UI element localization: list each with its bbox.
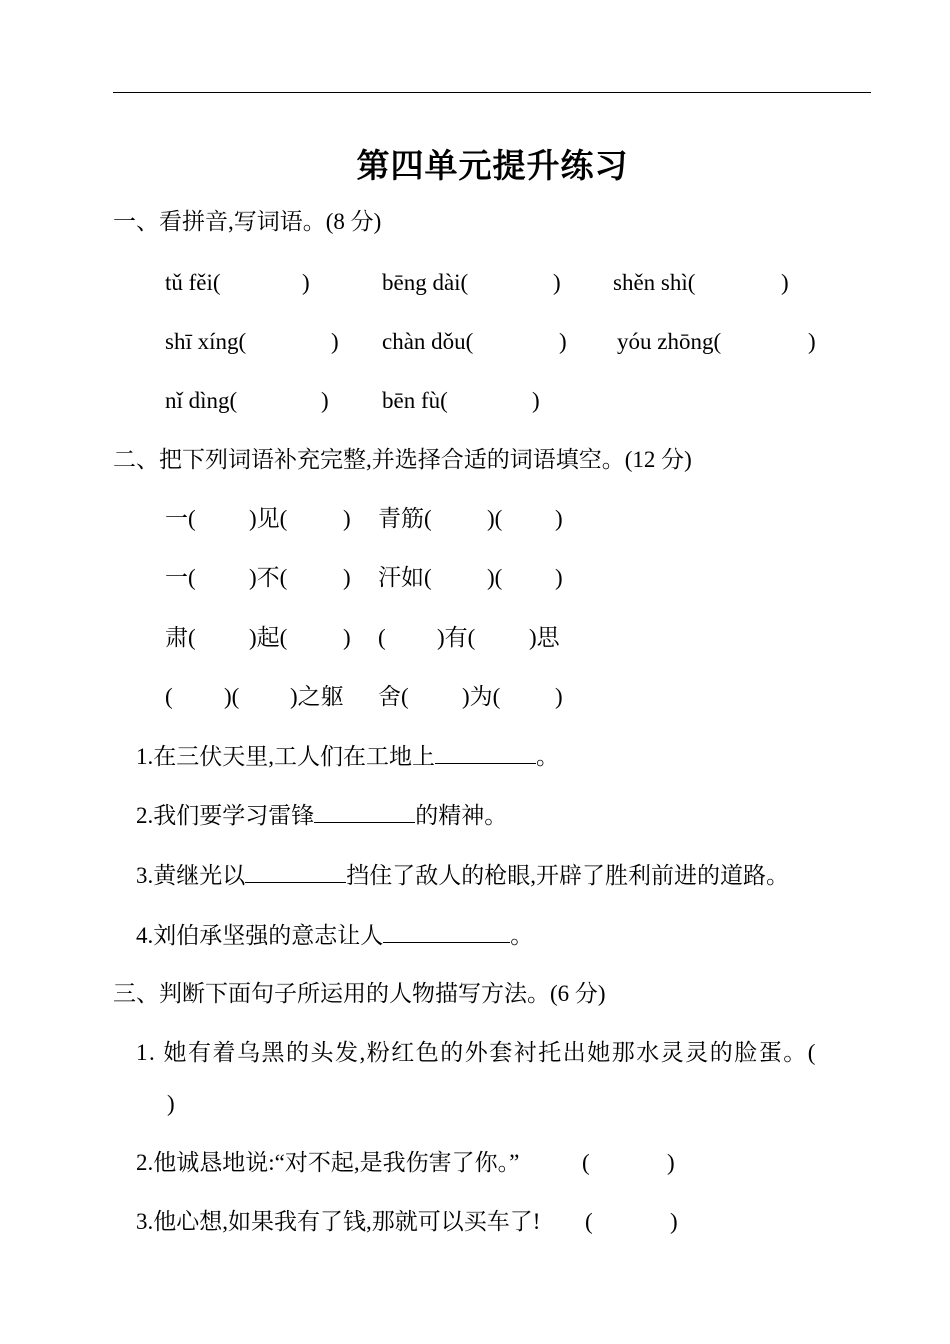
idiom-part: )不( bbox=[249, 565, 288, 590]
pinyin-item: nǐ dìng( bbox=[165, 388, 238, 413]
sentence-text: 的精神。 bbox=[415, 803, 508, 828]
idiom-part: 青筋( bbox=[378, 506, 432, 531]
pinyin-item: shī xíng( bbox=[165, 329, 247, 354]
idiom-part: ) bbox=[555, 506, 563, 531]
answer-close: ) bbox=[302, 270, 310, 295]
answer-open: ( bbox=[585, 1209, 593, 1234]
sentence-text: 3.黄继光以 bbox=[136, 863, 246, 888]
fill-sentence-3 bbox=[136, 860, 789, 891]
section-1-heading: 一、看拼音,写词语。(8 分) bbox=[113, 209, 382, 234]
idiom-part: )见( bbox=[249, 506, 288, 531]
pinyin-item: tǔ fěi( bbox=[165, 270, 221, 295]
judge-question-3: 3.他心想,如果我有了钱,那就可以买车了! bbox=[136, 1209, 541, 1234]
sentence-text: 挡住了敌人的枪眼,开辟了胜利前进的道路。 bbox=[346, 863, 789, 888]
fill-sentence-4 bbox=[136, 920, 533, 951]
answer-close: ) bbox=[321, 388, 329, 413]
idiom-part: )思 bbox=[529, 625, 560, 650]
idiom-part: ( bbox=[378, 625, 386, 650]
sentence-text: 4.刘伯承坚强的意志让人 bbox=[136, 923, 384, 948]
fill-sentence-2 bbox=[136, 800, 507, 831]
idiom-part: 一( bbox=[165, 506, 196, 531]
idiom-part: 一( bbox=[165, 565, 196, 590]
answer-blank[interactable] bbox=[383, 920, 510, 943]
idiom-part: )( bbox=[487, 506, 503, 531]
section-2-heading: 二、把下列词语补充完整,并选择合适的词语填空。(12 分) bbox=[113, 447, 692, 472]
answer-close: ) bbox=[559, 329, 567, 354]
sentence-text: 。 bbox=[510, 923, 534, 948]
pinyin-item: shěn shì( bbox=[613, 270, 696, 295]
pinyin-item: yóu zhōng( bbox=[617, 329, 722, 354]
pinyin-item: bēng dài( bbox=[382, 270, 469, 295]
judge-question-2: 2.他诚恳地说:“对不起,是我伤害了你。” bbox=[136, 1150, 520, 1175]
answer-close: ) bbox=[667, 1150, 675, 1175]
idiom-part: ) bbox=[343, 625, 351, 650]
answer-open: ( bbox=[582, 1150, 590, 1175]
pinyin-item: chàn dǒu( bbox=[382, 329, 474, 354]
answer-blank[interactable] bbox=[314, 800, 415, 823]
idiom-part: ) bbox=[555, 684, 563, 709]
idiom-part: )起( bbox=[249, 625, 288, 650]
judge-question-1: 1. 她有着乌黑的头发,粉红色的外套衬托出她那水灵灵的脸蛋。( bbox=[136, 1040, 817, 1065]
header-rule bbox=[113, 92, 871, 93]
answer-close: ) bbox=[781, 270, 789, 295]
answer-close: ) bbox=[553, 270, 561, 295]
idiom-part: )有( bbox=[437, 625, 476, 650]
idiom-part: )为( bbox=[462, 684, 501, 709]
page-title: 第四单元提升练习 bbox=[356, 149, 629, 185]
fill-sentence-1 bbox=[136, 741, 559, 772]
sentence-text: 2.我们要学习雷锋 bbox=[136, 803, 315, 828]
idiom-part: )( bbox=[487, 565, 503, 590]
sentence-text: 1.在三伏天里,工人们在工地上 bbox=[136, 744, 435, 769]
answer-blank[interactable] bbox=[435, 741, 536, 764]
idiom-part: ) bbox=[343, 565, 351, 590]
section-3-heading: 三、判断下面句子所运用的人物描写方法。(6 分) bbox=[113, 981, 606, 1006]
answer-close: ) bbox=[532, 388, 540, 413]
idiom-part: )之躯 bbox=[290, 684, 344, 709]
pinyin-item: bēn fù( bbox=[382, 388, 448, 413]
idiom-part: 汗如( bbox=[378, 565, 432, 590]
idiom-part: 舍( bbox=[378, 684, 409, 709]
answer-close: ) bbox=[331, 329, 339, 354]
idiom-part: ) bbox=[555, 565, 563, 590]
idiom-part: )( bbox=[224, 684, 240, 709]
answer-blank[interactable] bbox=[245, 860, 346, 883]
idiom-part: 肃( bbox=[165, 625, 196, 650]
idiom-part: ( bbox=[165, 684, 173, 709]
judge-question-1-close: ) bbox=[167, 1091, 175, 1116]
answer-close: ) bbox=[670, 1209, 678, 1234]
answer-close: ) bbox=[808, 329, 816, 354]
sentence-text: 。 bbox=[536, 744, 559, 769]
idiom-part: ) bbox=[343, 506, 351, 531]
